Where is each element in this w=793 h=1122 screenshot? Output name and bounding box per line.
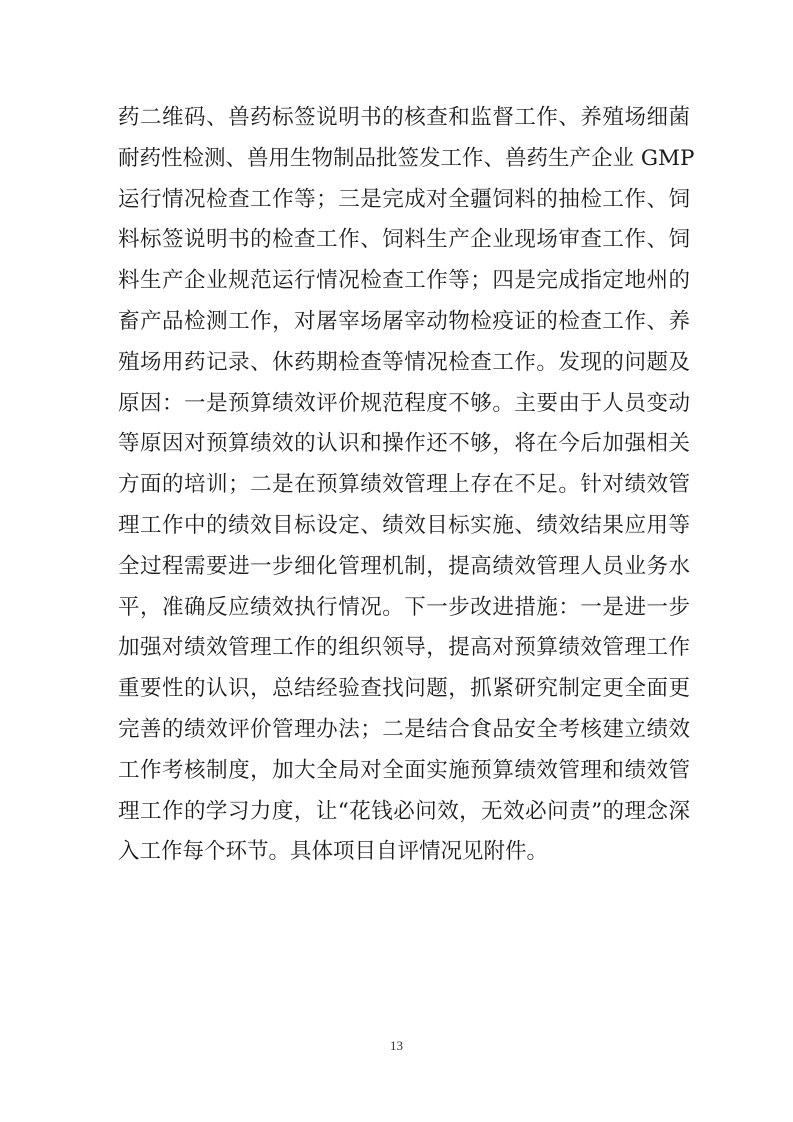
text-line-6: 畜产品检测工作，对屠宰场屠宰动物检疫证的检查工作、养 <box>118 308 690 334</box>
text-line-17: 工作考核制度，加大全局对全面实施预算绩效管理和绩效管 <box>118 757 690 783</box>
text-line-18: 理工作的学习力度，让“花钱必问效，无效必问责”的理念深 <box>118 798 690 824</box>
text-line-8: 原因：一是预算绩效评价规范程度不够。主要由于人员变动 <box>118 390 690 416</box>
text-line-3: 运行情况检查工作等；三是完成对全疆饲料的抽检工作、饲 <box>118 186 690 212</box>
text-line-13: 平，准确反应绩效执行情况。下一步改进措施：一是进一步 <box>118 594 690 620</box>
page-number: 13 <box>390 1038 403 1053</box>
text-line-11: 理工作中的绩效目标设定、绩效目标实施、绩效结果应用等 <box>118 512 690 538</box>
body-text <box>118 98 695 873</box>
text-line-7: 殖场用药记录、休药期检查等情况检查工作。发现的问题及 <box>118 349 690 375</box>
text-line-2: 耐药性检测、兽用生物制品批签发工作、兽药生产企业 GMP <box>118 145 695 171</box>
text-line-5: 料生产企业规范运行情况检查工作等；四是完成指定地州的 <box>118 268 690 294</box>
text-line-16: 完善的绩效评价管理办法；二是结合食品安全考核建立绩效 <box>118 716 690 742</box>
text-line-1: 药二维码、兽药标签说明书的核查和监督工作、养殖场细菌 <box>118 105 690 130</box>
text-line-9: 等原因对预算绩效的认识和操作还不够，将在今后加强相关 <box>118 431 690 457</box>
text-line-15: 重要性的认识，总结经验查找问题，抓紧研究制定更全面更 <box>118 676 690 702</box>
text-line-19: 入工作每个环节。具体项目自评情况见附件。 <box>118 839 549 865</box>
text-line-10: 方面的培训；二是在预算绩效管理上存在不足。针对绩效管 <box>118 472 690 498</box>
text-line-12: 全过程需要进一步细化管理机制，提高绩效管理人员业务水 <box>118 553 690 579</box>
text-line-4: 料标签说明书的检查工作、饲料生产企业现场审查工作、饲 <box>118 227 690 253</box>
text-line-14: 加强对绩效管理工作的组织领导，提高对预算绩效管理工作 <box>118 635 690 661</box>
